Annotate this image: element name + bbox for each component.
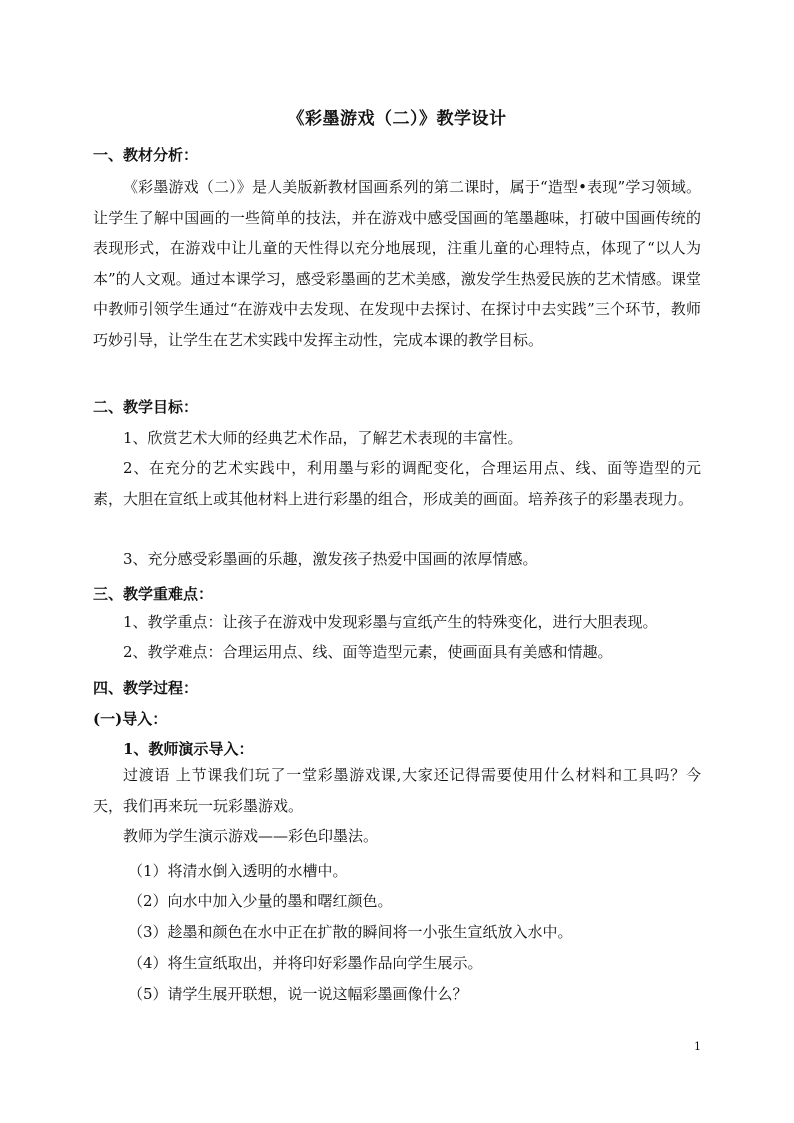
objective-item: 2、在充分的艺术实践中，利用墨与彩的调配变化，合理运用点、线、面等造型的元素，大胆在宣纸上或其他材料上进行彩墨的组合，形成美的画面。培养孩子的彩墨表现力。	[93, 459, 701, 508]
analysis-paragraph: 《彩墨游戏（二）》是人美版新教材国画系列的第二课时，属于“造型•表现”学习领域。让学生了解中国画的一些简单的技法，并在游戏中感受国画的笔墨趣味，打破中国画传统的表现形式，在游戏中让儿童的天性得以充分地展现，注重儿童的心理特点，体现了“以人为本”的人文观。通过本课学习，感受彩墨画的艺术美感，激发学生热爱民族的艺术情感。课堂中教师引领学生通过“在游戏中去发现、在发现中去探讨、在探讨中去实践”三个环节，教师巧妙引导，让学生在艺术实践中发挥主动性，完成本课的教学目标。	[93, 178, 701, 349]
subheading-introduction: (一)导入：	[93, 710, 168, 728]
section-heading-analysis: 一、教材分析：	[93, 146, 199, 164]
key-point-item: 1、教学重点：让孩子在游戏中发现彩墨与宣纸产生的特殊变化，进行大胆表现。	[123, 613, 658, 631]
section-heading-objectives: 二、教学目标：	[93, 398, 199, 416]
objective-item: 3、充分感受彩墨画的乐趣，激发孩子热爱中国画的浓厚情感。	[123, 550, 538, 568]
transition-paragraph: 过渡语 上节课我们玩了一堂彩墨游戏课,大家还记得需要使用什么材料和工具吗？今天，我们再来玩一玩彩墨游戏。	[93, 766, 701, 815]
demo-step: （1）将清水倒入透明的水槽中。	[128, 862, 348, 880]
section-heading-key-points: 三、教学重难点：	[93, 585, 214, 603]
subheading-teacher-demo: 1、教师演示导入：	[123, 740, 254, 758]
demo-step: （5）请学生展开联想，说一说这幅彩墨画像什么？	[128, 985, 468, 1003]
demo-step: （2）向水中加入少量的墨和曙红颜色。	[128, 892, 393, 910]
demo-intro: 教师为学生演示游戏——彩色印墨法。	[123, 827, 379, 845]
section-heading-process: 四、教学过程：	[93, 679, 199, 697]
demo-step: （3）趁墨和颜色在水中正在扩散的瞬间将一小张生宣纸放入水中。	[128, 923, 573, 941]
demo-step: （4）将生宣纸取出，并将印好彩墨作品向学生展示。	[128, 954, 483, 972]
key-point-item: 2、教学难点：合理运用点、线、面等造型元素，使画面具有美感和情趣。	[123, 643, 613, 661]
document-title: 《彩墨游戏（二）》教学设计	[287, 109, 507, 129]
page-number: 1	[694, 1040, 701, 1053]
objective-item: 1、欣赏艺术大师的经典艺术作品，了解艺术表现的丰富性。	[123, 429, 523, 447]
